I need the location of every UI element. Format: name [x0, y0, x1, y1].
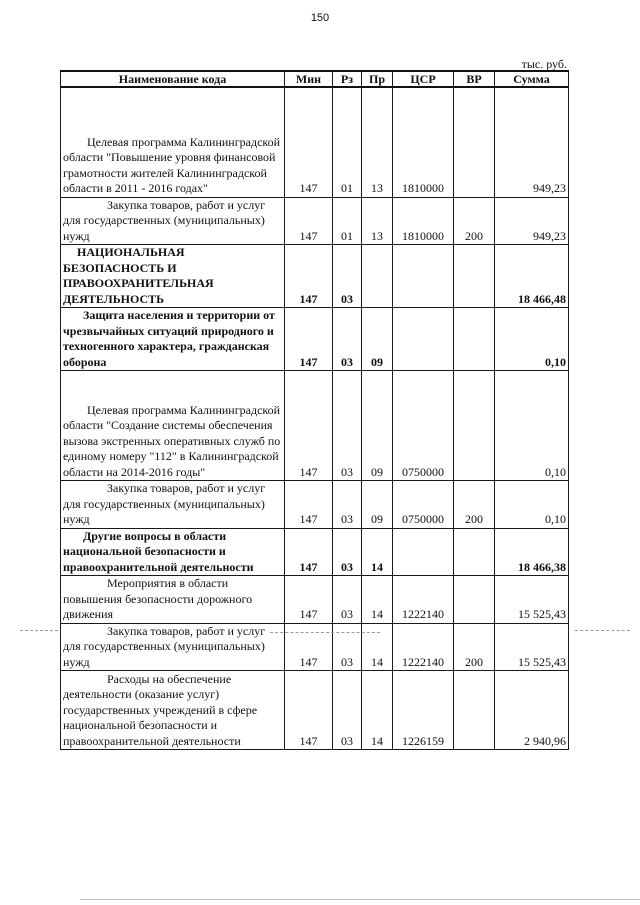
row-pr: 09	[362, 481, 393, 529]
scan-artifact-line-right	[575, 630, 630, 631]
table-row	[61, 623, 569, 671]
row-vr	[454, 308, 495, 371]
row-pr: 09	[362, 308, 393, 371]
row-vr: 200	[454, 197, 495, 245]
row-csr	[393, 245, 454, 308]
row-name: Закупка товаров, работ и услуг для государственных (муниципальных) нужд	[61, 481, 285, 529]
row-csr	[393, 528, 454, 576]
column-header-rz: Рз	[333, 71, 362, 87]
row-min: 147	[285, 371, 333, 481]
units-label: тыс. руб.	[521, 57, 567, 71]
scan-artifact-line-left	[20, 630, 58, 631]
row-min: 147	[285, 623, 333, 671]
row-sum: 0,10	[495, 371, 569, 481]
row-rz: 03	[333, 245, 362, 308]
table-header-row	[61, 71, 569, 87]
row-vr	[454, 576, 495, 624]
row-csr: 1226159	[393, 671, 454, 750]
row-pr: 13	[362, 197, 393, 245]
scan-artifact-bottom-edge	[80, 899, 640, 900]
row-sum: 949,23	[495, 197, 569, 245]
row-pr: 14	[362, 528, 393, 576]
budget-table	[60, 70, 569, 750]
row-name: Закупка товаров, работ и услуг для государственных (муниципальных) нужд	[61, 623, 285, 671]
row-pr: 14	[362, 623, 393, 671]
row-rz: 03	[333, 671, 362, 750]
row-name: Защита населения и территории от чрезвычайных ситуаций природного и техногенного характера, гражданская оборона	[61, 308, 285, 371]
table-row	[61, 197, 569, 245]
row-name: НАЦИОНАЛЬНАЯ БЕЗОПАСНОСТЬ И ПРАВООХРАНИТЕЛЬНАЯ ДЕЯТЕЛЬНОСТЬ	[61, 245, 285, 308]
column-header-pr: Пр	[362, 71, 393, 87]
row-sum: 0,10	[495, 481, 569, 529]
row-min: 147	[285, 308, 333, 371]
table-row	[61, 528, 569, 576]
row-name: Целевая программа Калининградской области "Создание системы обеспечения вызова экстренных оперативных служб по единому номеру "112" в Калининградской области на 2014-2016 годы"	[61, 371, 285, 481]
row-sum: 18 466,48	[495, 245, 569, 308]
page-number: 150	[310, 12, 330, 24]
row-name: Целевая программа Калининградской области "Повышение уровня финансовой грамотности жителей Калининградской области в 2011 - 2016 годах"	[61, 87, 285, 197]
row-name: Мероприятия в области повышения безопасности дорожного движения	[61, 576, 285, 624]
row-rz: 01	[333, 197, 362, 245]
row-sum: 15 525,43	[495, 623, 569, 671]
row-sum: 2 940,96	[495, 671, 569, 750]
row-min: 147	[285, 576, 333, 624]
row-vr	[454, 245, 495, 308]
column-header-name: Наименование кода	[61, 71, 285, 87]
table-row	[61, 308, 569, 371]
row-rz: 03	[333, 308, 362, 371]
row-sum: 15 525,43	[495, 576, 569, 624]
row-sum: 0,10	[495, 308, 569, 371]
table-row	[61, 245, 569, 308]
row-pr: 14	[362, 671, 393, 750]
row-csr: 1810000	[393, 87, 454, 197]
row-vr: 200	[454, 481, 495, 529]
table-row	[61, 371, 569, 481]
row-pr: 09	[362, 371, 393, 481]
row-csr: 0750000	[393, 481, 454, 529]
row-sum: 949,23	[495, 87, 569, 197]
row-csr	[393, 308, 454, 371]
row-rz: 03	[333, 528, 362, 576]
row-rz: 03	[333, 576, 362, 624]
row-vr	[454, 671, 495, 750]
table-row	[61, 576, 569, 624]
row-min: 147	[285, 528, 333, 576]
column-header-sum: Сумма	[495, 71, 569, 87]
row-name: Закупка товаров, работ и услуг для государственных (муниципальных) нужд	[61, 197, 285, 245]
row-min: 147	[285, 197, 333, 245]
row-rz: 01	[333, 87, 362, 197]
row-min: 147	[285, 245, 333, 308]
row-csr: 0750000	[393, 371, 454, 481]
table-row	[61, 671, 569, 750]
row-pr	[362, 245, 393, 308]
row-min: 147	[285, 671, 333, 750]
row-vr	[454, 528, 495, 576]
row-name: Другие вопросы в области национальной безопасности и правоохранительной деятельности	[61, 528, 285, 576]
column-header-vr: ВР	[454, 71, 495, 87]
row-rz: 03	[333, 481, 362, 529]
row-rz: 03	[333, 623, 362, 671]
row-vr	[454, 371, 495, 481]
row-csr: 1810000	[393, 197, 454, 245]
row-csr: 1222140	[393, 576, 454, 624]
row-vr: 200	[454, 623, 495, 671]
scan-artifact-line-middle	[270, 632, 380, 633]
row-name: Расходы на обеспечение деятельности (оказание услуг) государственных учреждений в сфере национальной безопасности и правоохранительной деятельности	[61, 671, 285, 750]
table-row	[61, 481, 569, 529]
row-pr: 14	[362, 576, 393, 624]
row-rz: 03	[333, 371, 362, 481]
table-row	[61, 87, 569, 197]
row-csr: 1222140	[393, 623, 454, 671]
row-pr: 13	[362, 87, 393, 197]
row-min: 147	[285, 87, 333, 197]
column-header-min: Мин	[285, 71, 333, 87]
row-min: 147	[285, 481, 333, 529]
row-vr	[454, 87, 495, 197]
column-header-csr: ЦСР	[393, 71, 454, 87]
row-sum: 18 466,38	[495, 528, 569, 576]
